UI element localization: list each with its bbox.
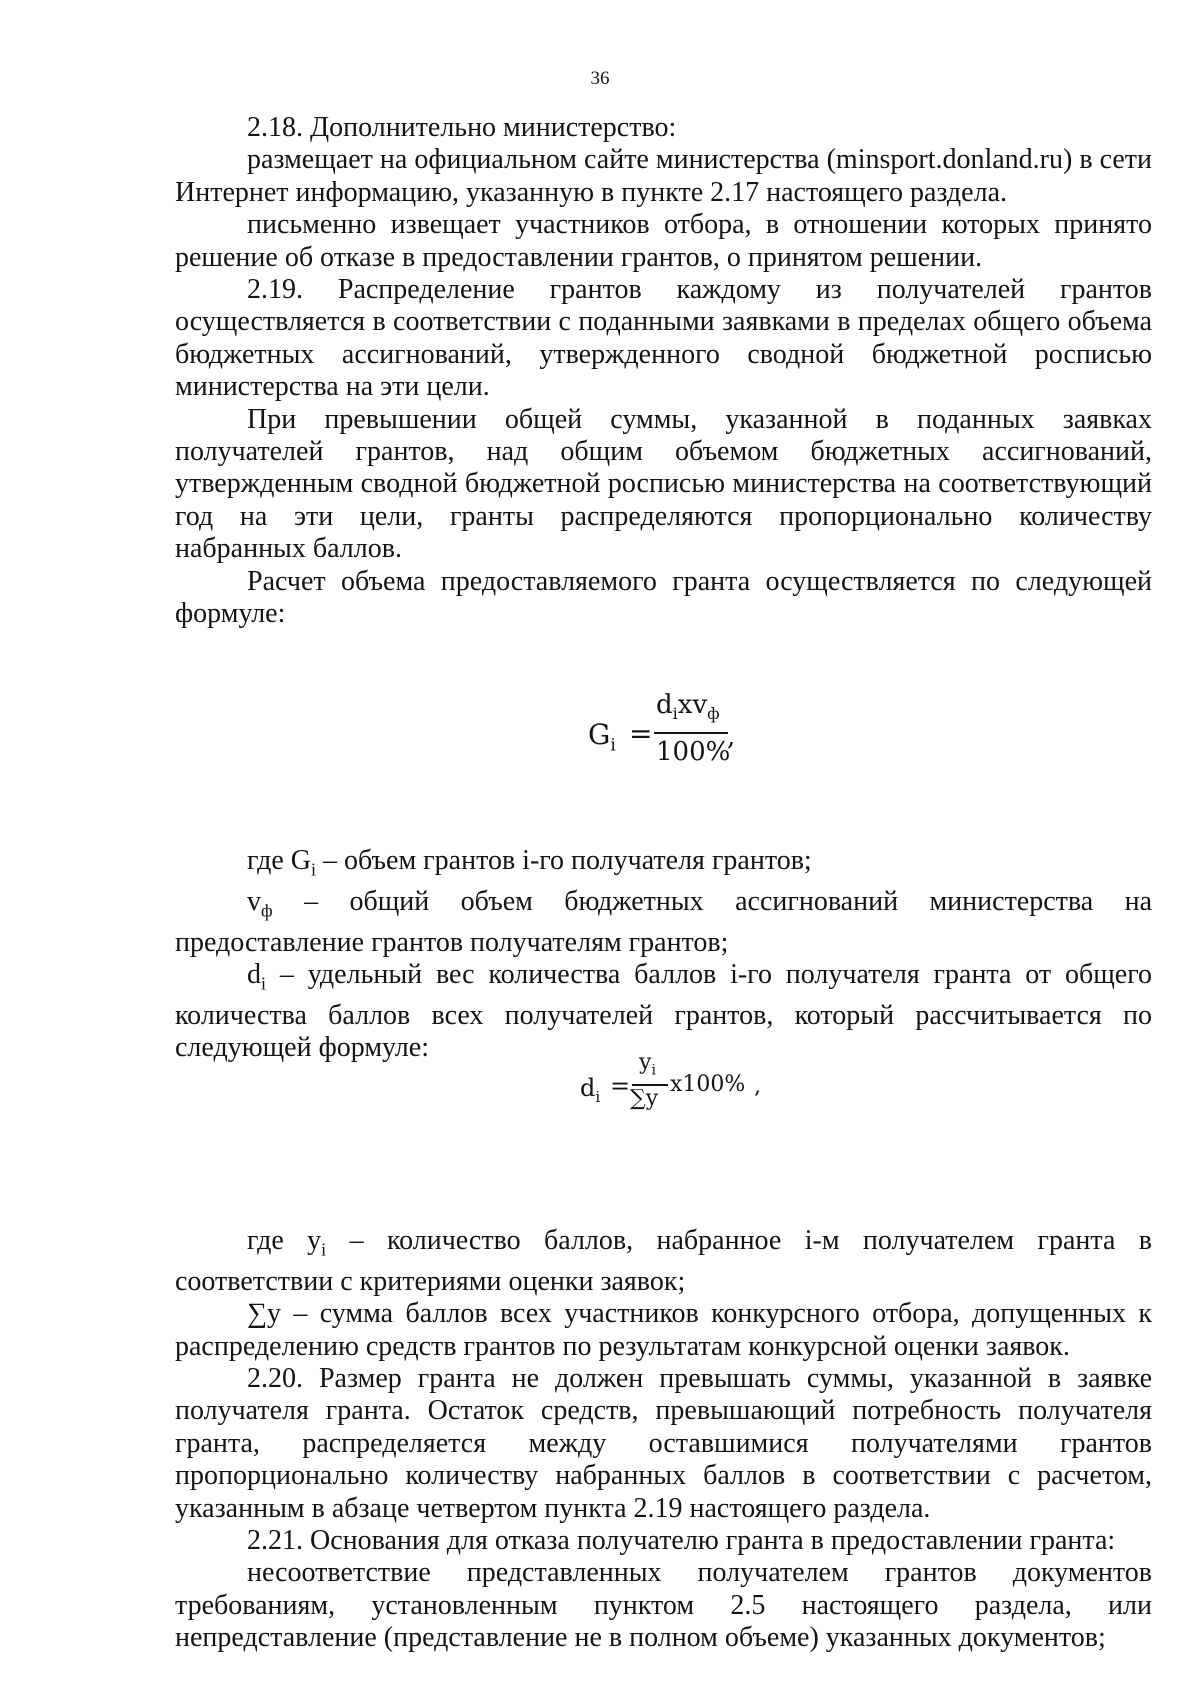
paragraph-notify: письменно извещает участников отбора, в отношении которых принято решение об отказе в предоставлении грантов, о принятом решении.	[175, 209, 1152, 273]
formula-d-equals: =	[610, 1072, 631, 1100]
formula-g-denominator: 100%	[656, 737, 731, 767]
formula-d-lhs: $d_i$	[580, 1074, 601, 1106]
formula-g-lhs: $G_i$	[588, 718, 616, 756]
formula-g-equals: =	[629, 717, 653, 750]
document-body	[175, 112, 1152, 1655]
paragraph-2-18: 2.18. Дополнительно министерство:	[247, 112, 677, 143]
paragraph-website: размещает на официальном сайте министерства (minsport.donland.ru) в сети Интернет информацию, указанную в пункте 2.17 настоящего раздела.	[175, 144, 1152, 208]
formula-d-denominator: ∑y	[630, 1086, 659, 1111]
formula-g-numerator: $d_ixv_ф$	[656, 690, 720, 724]
formula-d-comma: ,	[754, 1074, 761, 1099]
paragraph-2-20: 2.20. Размер гранта не должен превышать суммы, указанной в заявке получателя гранта. Остаток средств, превышающий потребность получателя гранта, распределяется между оставшимися получателями грантов пропорционально количеству набранных баллов в соответствии с расчетом, указанным в абзаце четвертом пункта 2.19 настоящего раздела.	[175, 1362, 1152, 1524]
paragraph-gi-def: где $G_i$ – объем грантов i-го получателя грантов;	[247, 844, 812, 880]
formula-d-spacer	[175, 1065, 1152, 1225]
page-number: 36	[590, 68, 610, 89]
paragraph-2-21-item1: несоответствие представленных получателем грантов документов требованиям, установленным пунктом 2.5 настоящего раздела, или непредставление (представление не в полном объеме) указанных документов;	[175, 1557, 1152, 1654]
paragraph-sum-def: ∑y – сумма баллов всех участников конкурсного отбора, допущенных к распределению средств грантов по результатам конкурсной оценки заявок.	[175, 1298, 1152, 1362]
paragraph-di-def: $d_i$ – удельный вес количества баллов i-го получателя гранта от общего количества баллов всех получателей грантов, который рассчитывается по следующей формуле:	[175, 958, 1152, 1064]
formula-d-numerator: $y_i$	[639, 1050, 656, 1079]
paragraph-excess: При превышении общей суммы, указанной в поданных заявках получателей грантов, над общим объемом бюджетных ассигнований, утвержденным сводной бюджетной росписью министерства на соответствующий год на эти цели, гранты распределяются пропорционально количеству набранных баллов.	[175, 403, 1152, 565]
formula-g-fraction-bar	[654, 732, 728, 734]
paragraph-calc-intro: Расчет объема предоставляемого гранта осуществляется по следующей формуле:	[175, 565, 1152, 630]
formula-d-multiplier: x100%	[670, 1072, 746, 1097]
paragraph-yi-def: где $y_i$ – количество баллов, набранное i-м получателем гранта в соответствии с критериями оценки заявок;	[175, 1224, 1152, 1297]
paragraph-2-21: 2.21. Основания для отказа получателю гранта в предоставлении гранта:	[247, 1524, 1116, 1556]
formula-g-comma: ,	[727, 722, 736, 752]
paragraph-2-19: 2.19. Распределение грантов каждому из получателей грантов осуществляется в соответствии с поданными заявками в пределах общего объема бюджетных ассигнований, утвержденного сводной бюджетной росписью министерства на эти цели.	[175, 274, 1152, 403]
paragraph-vf-def: $v_ф$ – общий объем бюджетных ассигнований министерства на предоставление грантов получателям грантов;	[175, 885, 1152, 958]
